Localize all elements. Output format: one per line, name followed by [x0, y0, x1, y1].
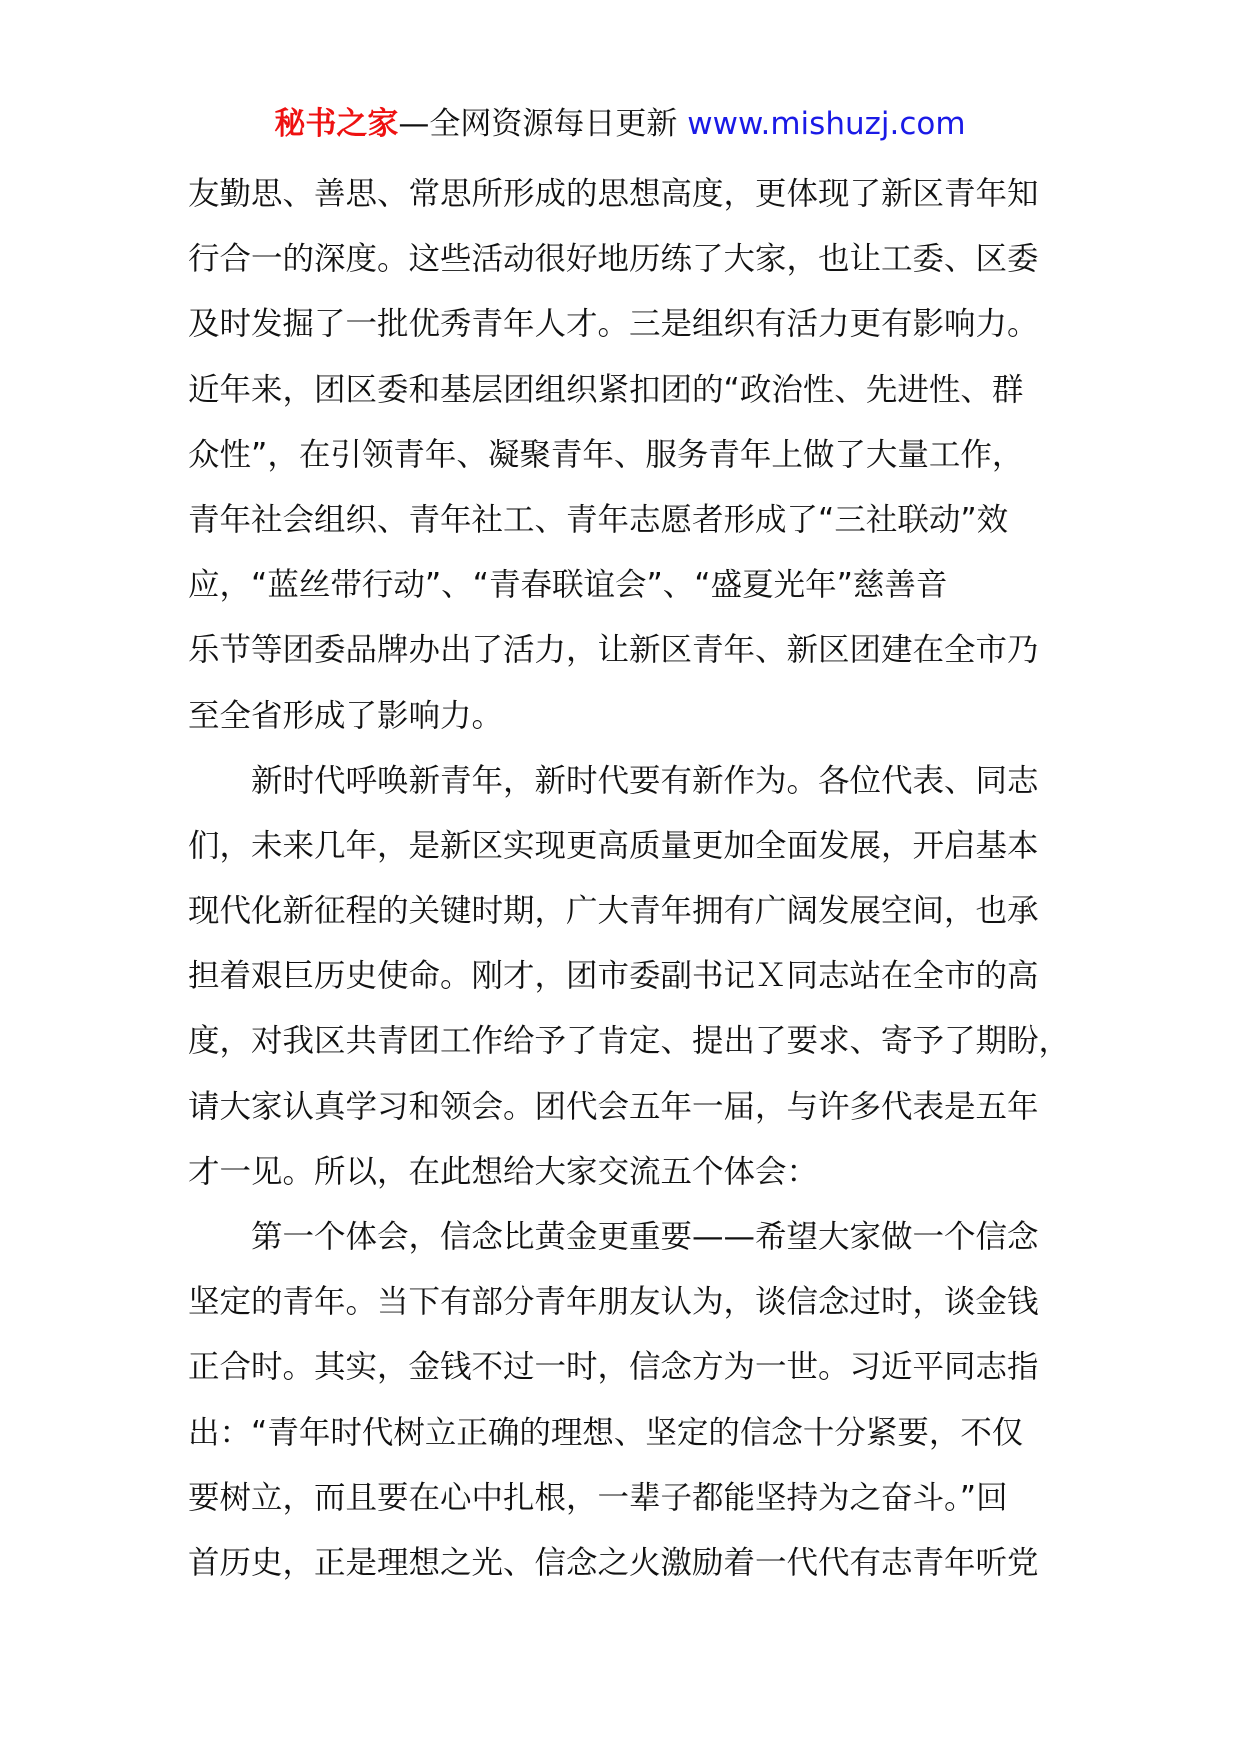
text-line: 才一见。所以，在此想给大家交流五个体会：: [188, 1153, 819, 1190]
header-brand: 秘书之家: [274, 106, 399, 142]
text-line: 担着艰巨历史使命。刚才，团市委副书记Ｘ同志站在全市的高: [188, 958, 1039, 995]
document-body: [188, 162, 1078, 1596]
text-line: 要树立，而且要在心中扎根，一辈子都能坚持为之奋斗。”回: [188, 1479, 1008, 1516]
header-website-link[interactable]: www.mishuzj.com: [687, 106, 966, 142]
text-line: 坚定的青年。当下有部分青年朋友认为，谈信念过时，谈金钱: [188, 1284, 1039, 1321]
text-line: 度，对我区共青团工作给予了肯定、提出了要求、寄予了期盼，: [188, 1023, 1071, 1060]
text-line: 现代化新征程的关键时期，广大青年拥有广阔发展空间，也承: [188, 893, 1039, 930]
text-line: 众性”，在引领青年、凝聚青年、服务青年上做了大量工作，: [188, 436, 1024, 473]
paragraph-first-line: 新时代呼唤新青年，新时代要有新作为。各位代表、同志: [251, 762, 1039, 799]
page-header: [0, 98, 1240, 150]
text-line: 乐节等团委品牌办出了活力，让新区青年、新区团建在全市乃: [188, 632, 1039, 669]
text-line: 首历史，正是理想之光、信念之火激励着一代代有志青年听党: [188, 1544, 1039, 1581]
text-line: 青年社会组织、青年社工、青年志愿者形成了“三社联动”效: [188, 501, 1009, 538]
header-slogan: —全网资源每日更新: [398, 106, 688, 142]
text-line: 应，“蓝丝带行动”、“青春联谊会”、“盛夏光年”慈善音: [188, 567, 948, 604]
text-line: 们，未来几年，是新区实现更高质量更加全面发展，开启基本: [188, 827, 1039, 864]
text-line: 出：“青年时代树立正确的理想、坚定的信念十分紧要，不仅: [188, 1414, 1024, 1451]
text-line: 正合时。其实，金钱不过一时，信念方为一世。习近平同志指: [188, 1349, 1039, 1386]
text-line: 近年来，团区委和基层团组织紧扣团的“政治性、先进性、群: [188, 371, 1024, 408]
text-line: 行合一的深度。这些活动很好地历练了大家，也让工委、区委: [188, 241, 1039, 278]
text-line: 友勤思、善思、常思所形成的思想高度，更体现了新区青年知: [188, 176, 1039, 212]
text-line: 至全省形成了影响力。: [188, 697, 504, 734]
text-line: 及时发掘了一批优秀青年人才。三是组织有活力更有影响力。: [188, 306, 1039, 343]
text-line: 请大家认真学习和领会。团代会五年一届，与许多代表是五年: [188, 1088, 1039, 1125]
paragraph-first-line: 第一个体会，信念比黄金更重要——希望大家做一个信念: [251, 1219, 1039, 1255]
